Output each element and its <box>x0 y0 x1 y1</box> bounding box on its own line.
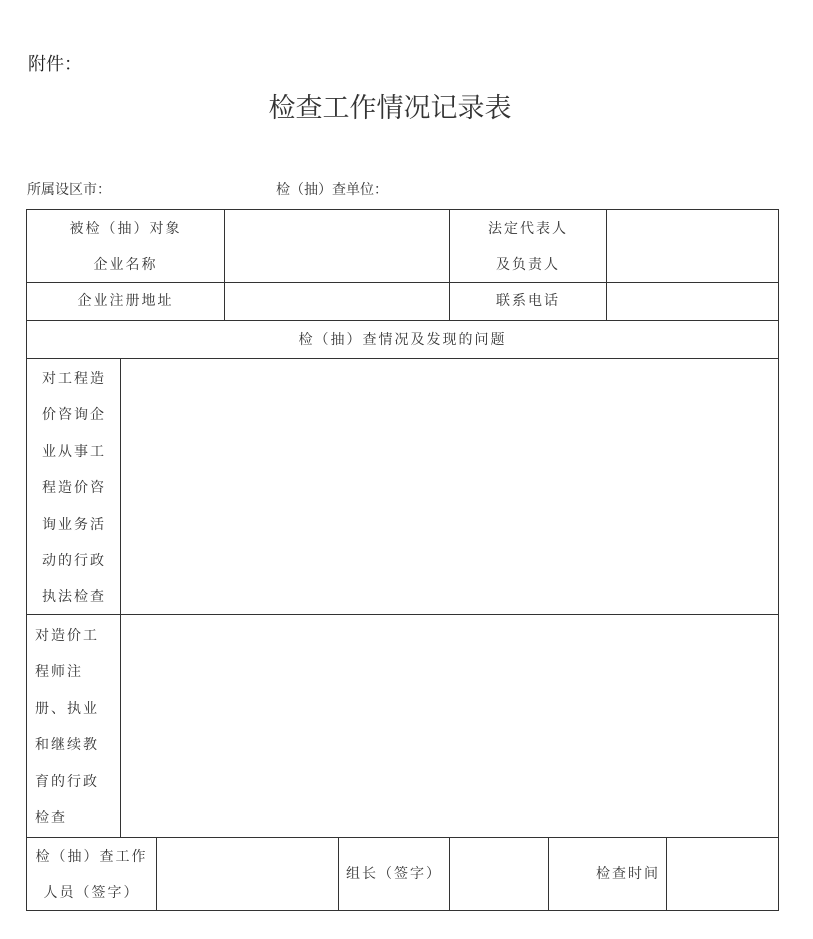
inspected-object-label-cell <box>26 209 225 283</box>
legal-rep-label-cell <box>449 209 607 283</box>
unit-label: 检（抽）查单位： <box>276 182 388 198</box>
section-title: 检（抽）查情况及发现的问题 <box>298 332 507 348</box>
address-label: 企业注册地址 <box>77 293 174 309</box>
inspection-item-2-field[interactable] <box>120 614 779 838</box>
inspection-item-1-label: 对工程造 价咨询企 业从事工 程造价咨 询业务活 动的行政 执法检查 <box>42 371 106 606</box>
leader-signature-field[interactable] <box>449 837 549 911</box>
inspectors-signature-field[interactable] <box>156 837 339 911</box>
inspection-item-2-label: 对造价工 程师注 册、执业 和继续教 育的行政 检查 <box>35 628 99 827</box>
inspection-item-1-field[interactable] <box>120 358 779 615</box>
phone-label: 联系电话 <box>496 293 560 309</box>
legal-rep-field[interactable] <box>606 209 779 283</box>
leader-label: 组长（签字） <box>346 866 442 882</box>
legal-rep-label: 法定代表人 及负责人 <box>488 221 568 273</box>
page-title: 检查工作情况记录表 <box>268 93 512 124</box>
inspected-object-label: 被检（抽）对象 企业名称 <box>69 221 182 273</box>
phone-label-cell <box>449 282 607 321</box>
company-name-field[interactable] <box>224 209 450 283</box>
section-title-cell <box>26 320 779 359</box>
city-label: 所属设区市： <box>27 182 111 198</box>
time-label-cell <box>548 837 667 911</box>
address-label-cell <box>26 282 225 321</box>
inspectors-label: 检（抽）查工作 人员（签字） <box>35 849 148 901</box>
inspection-item-2-cell <box>26 614 121 838</box>
time-label: 检查时间 <box>596 866 660 882</box>
attachment-label: 附件： <box>28 54 82 75</box>
inspection-time-field[interactable] <box>666 837 779 911</box>
inspectors-label-cell <box>26 837 157 911</box>
phone-field[interactable] <box>606 282 779 321</box>
inspection-item-1-cell <box>26 358 121 615</box>
leader-label-cell <box>338 837 450 911</box>
address-field[interactable] <box>224 282 450 321</box>
